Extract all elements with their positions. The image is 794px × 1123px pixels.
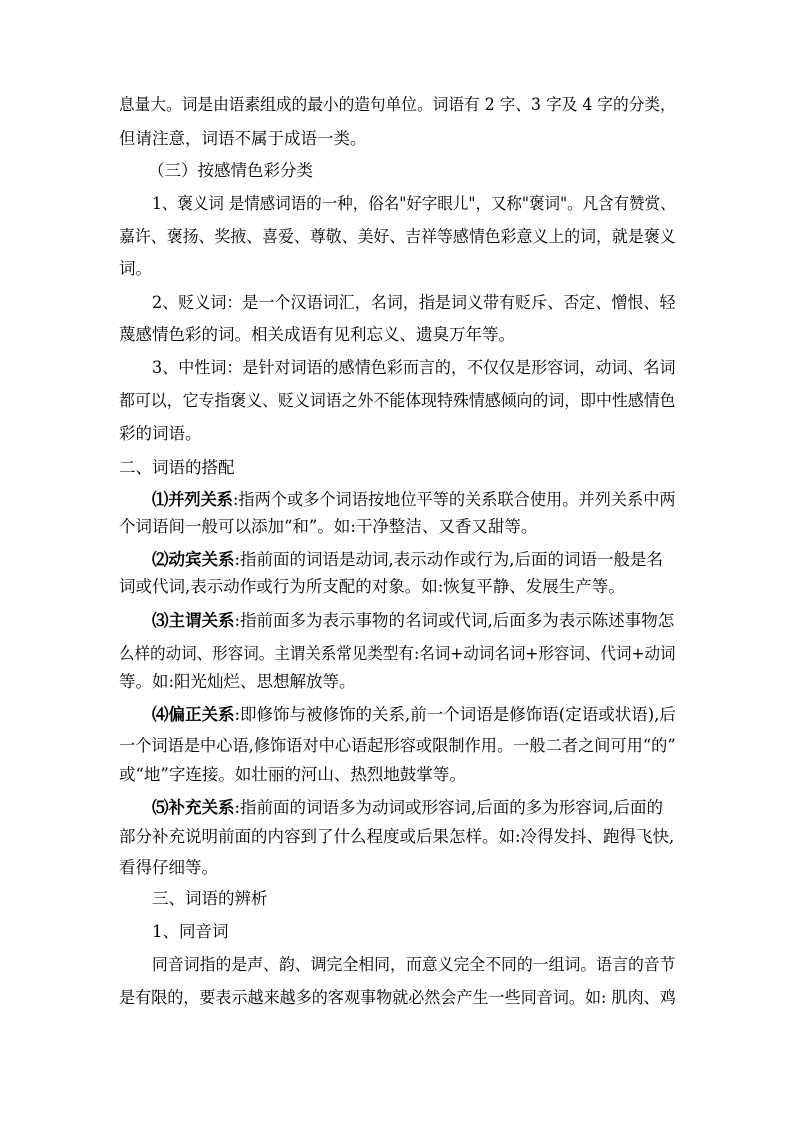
section-heading: （三）按感情色彩分类 xyxy=(148,161,313,180)
paragraph-line: ⑶主谓关系:指前面多为表示事物的名词或代词,后面多为表示陈述事物怎 xyxy=(152,611,675,630)
paragraph-line: 个词语间一般可以添加“和”。如:干净整洁、又香又甜等。 xyxy=(119,517,538,536)
paragraph-line: 嘉许、褒扬、奖掖、喜爱、尊敬、美好、吉祥等感情色彩意义上的词，就是褒义 xyxy=(119,227,676,246)
paragraph-line: 么样的动词、形容词。主谓关系常见类型有:名词+动词名词+形容词、代词+动词 xyxy=(119,644,676,663)
paragraph-line: 词或代词,表示动作或行为所支配的对象。如:恢复平静、发展生产等。 xyxy=(119,577,625,596)
bold-term: ⑶主谓关系 xyxy=(152,611,235,630)
paragraph-line: 都可以，它专指褒义、贬义词语之外不能体现特殊情感倾向的词，即中性感情色 xyxy=(119,391,676,410)
paragraph-line: 1、褒义词 是情感词语的一种，俗名"好字眼儿"，又称"褒词"。凡含有赞赏、 xyxy=(152,194,676,213)
paragraph-line: 蔑感情色彩的词。相关成语有见利忘义、遗臭万年等。 xyxy=(119,325,515,344)
paragraph-line: 一个词语是中心语,修饰语对中心语起形容或限制作用。一般二者之间可用“的” xyxy=(119,736,676,755)
paragraph-line: 是有限的，要表示越来越多的客观事物就必然会产生一些同音词。如: 肌肉、鸡 xyxy=(119,988,676,1007)
paragraph-line: 彩的词语。 xyxy=(119,424,202,443)
paragraph-line: 词。 xyxy=(119,259,152,278)
paragraph-line: ⑴并列关系:指两个或多个词语按地位平等的关系联合使用。并列关系中两 xyxy=(152,490,676,509)
subsection-heading: 1、同音词 xyxy=(152,922,229,941)
paragraph-line: 看得仔细等。 xyxy=(119,858,218,877)
paragraph-line: ⑸补充关系:指前面的词语多为动词或形容词,后面的多为形容词,后面的 xyxy=(152,798,664,817)
bold-term: ⑵动宾关系 xyxy=(152,550,235,569)
paragraph-line: 3、中性词：是针对词语的感情色彩而言的，不仅仅是形容词，动词、名词 xyxy=(152,358,676,377)
bold-term: ⑴并列关系 xyxy=(152,490,233,509)
paragraph-line: 息量大。词是由语素组成的最小的造句单位。词语有 2 字、3 字及 4 字的分类， xyxy=(119,95,676,114)
paragraph-line: 2、贬义词：是一个汉语词汇，名词，指是词义带有贬斥、否定、憎恨、轻 xyxy=(152,293,676,312)
paragraph-line: 等。如:阳光灿烂、思想解放等。 xyxy=(119,672,356,691)
paragraph-line: 或“地”字连接。如壮丽的河山、热烈地鼓掌等。 xyxy=(119,765,466,784)
paragraph-line: 但请注意，词语不属于成语一类。 xyxy=(119,129,367,148)
paragraph-line: 部分补充说明前面的内容到了什么程度或后果怎样。如:冷得发抖、跑得飞快, xyxy=(119,827,675,846)
section-heading: 二、词语的搭配 xyxy=(119,458,235,477)
paragraph-line: ⑷偏正关系:即修饰与被修饰的关系,前一个词语是修饰语(定语或状语),后 xyxy=(152,705,676,724)
bold-term: ⑷偏正关系 xyxy=(152,705,235,724)
section-heading: 三、词语的辨析 xyxy=(152,889,268,908)
paragraph-line: 同音词指的是声、韵、调完全相同，而意义完全不同的一组词。语言的音节 xyxy=(152,955,676,974)
bold-term: ⑸补充关系 xyxy=(152,798,235,817)
paragraph-line: ⑵动宾关系:指前面的词语是动词,表示动作或行为,后面的词语一般是名 xyxy=(152,550,664,569)
